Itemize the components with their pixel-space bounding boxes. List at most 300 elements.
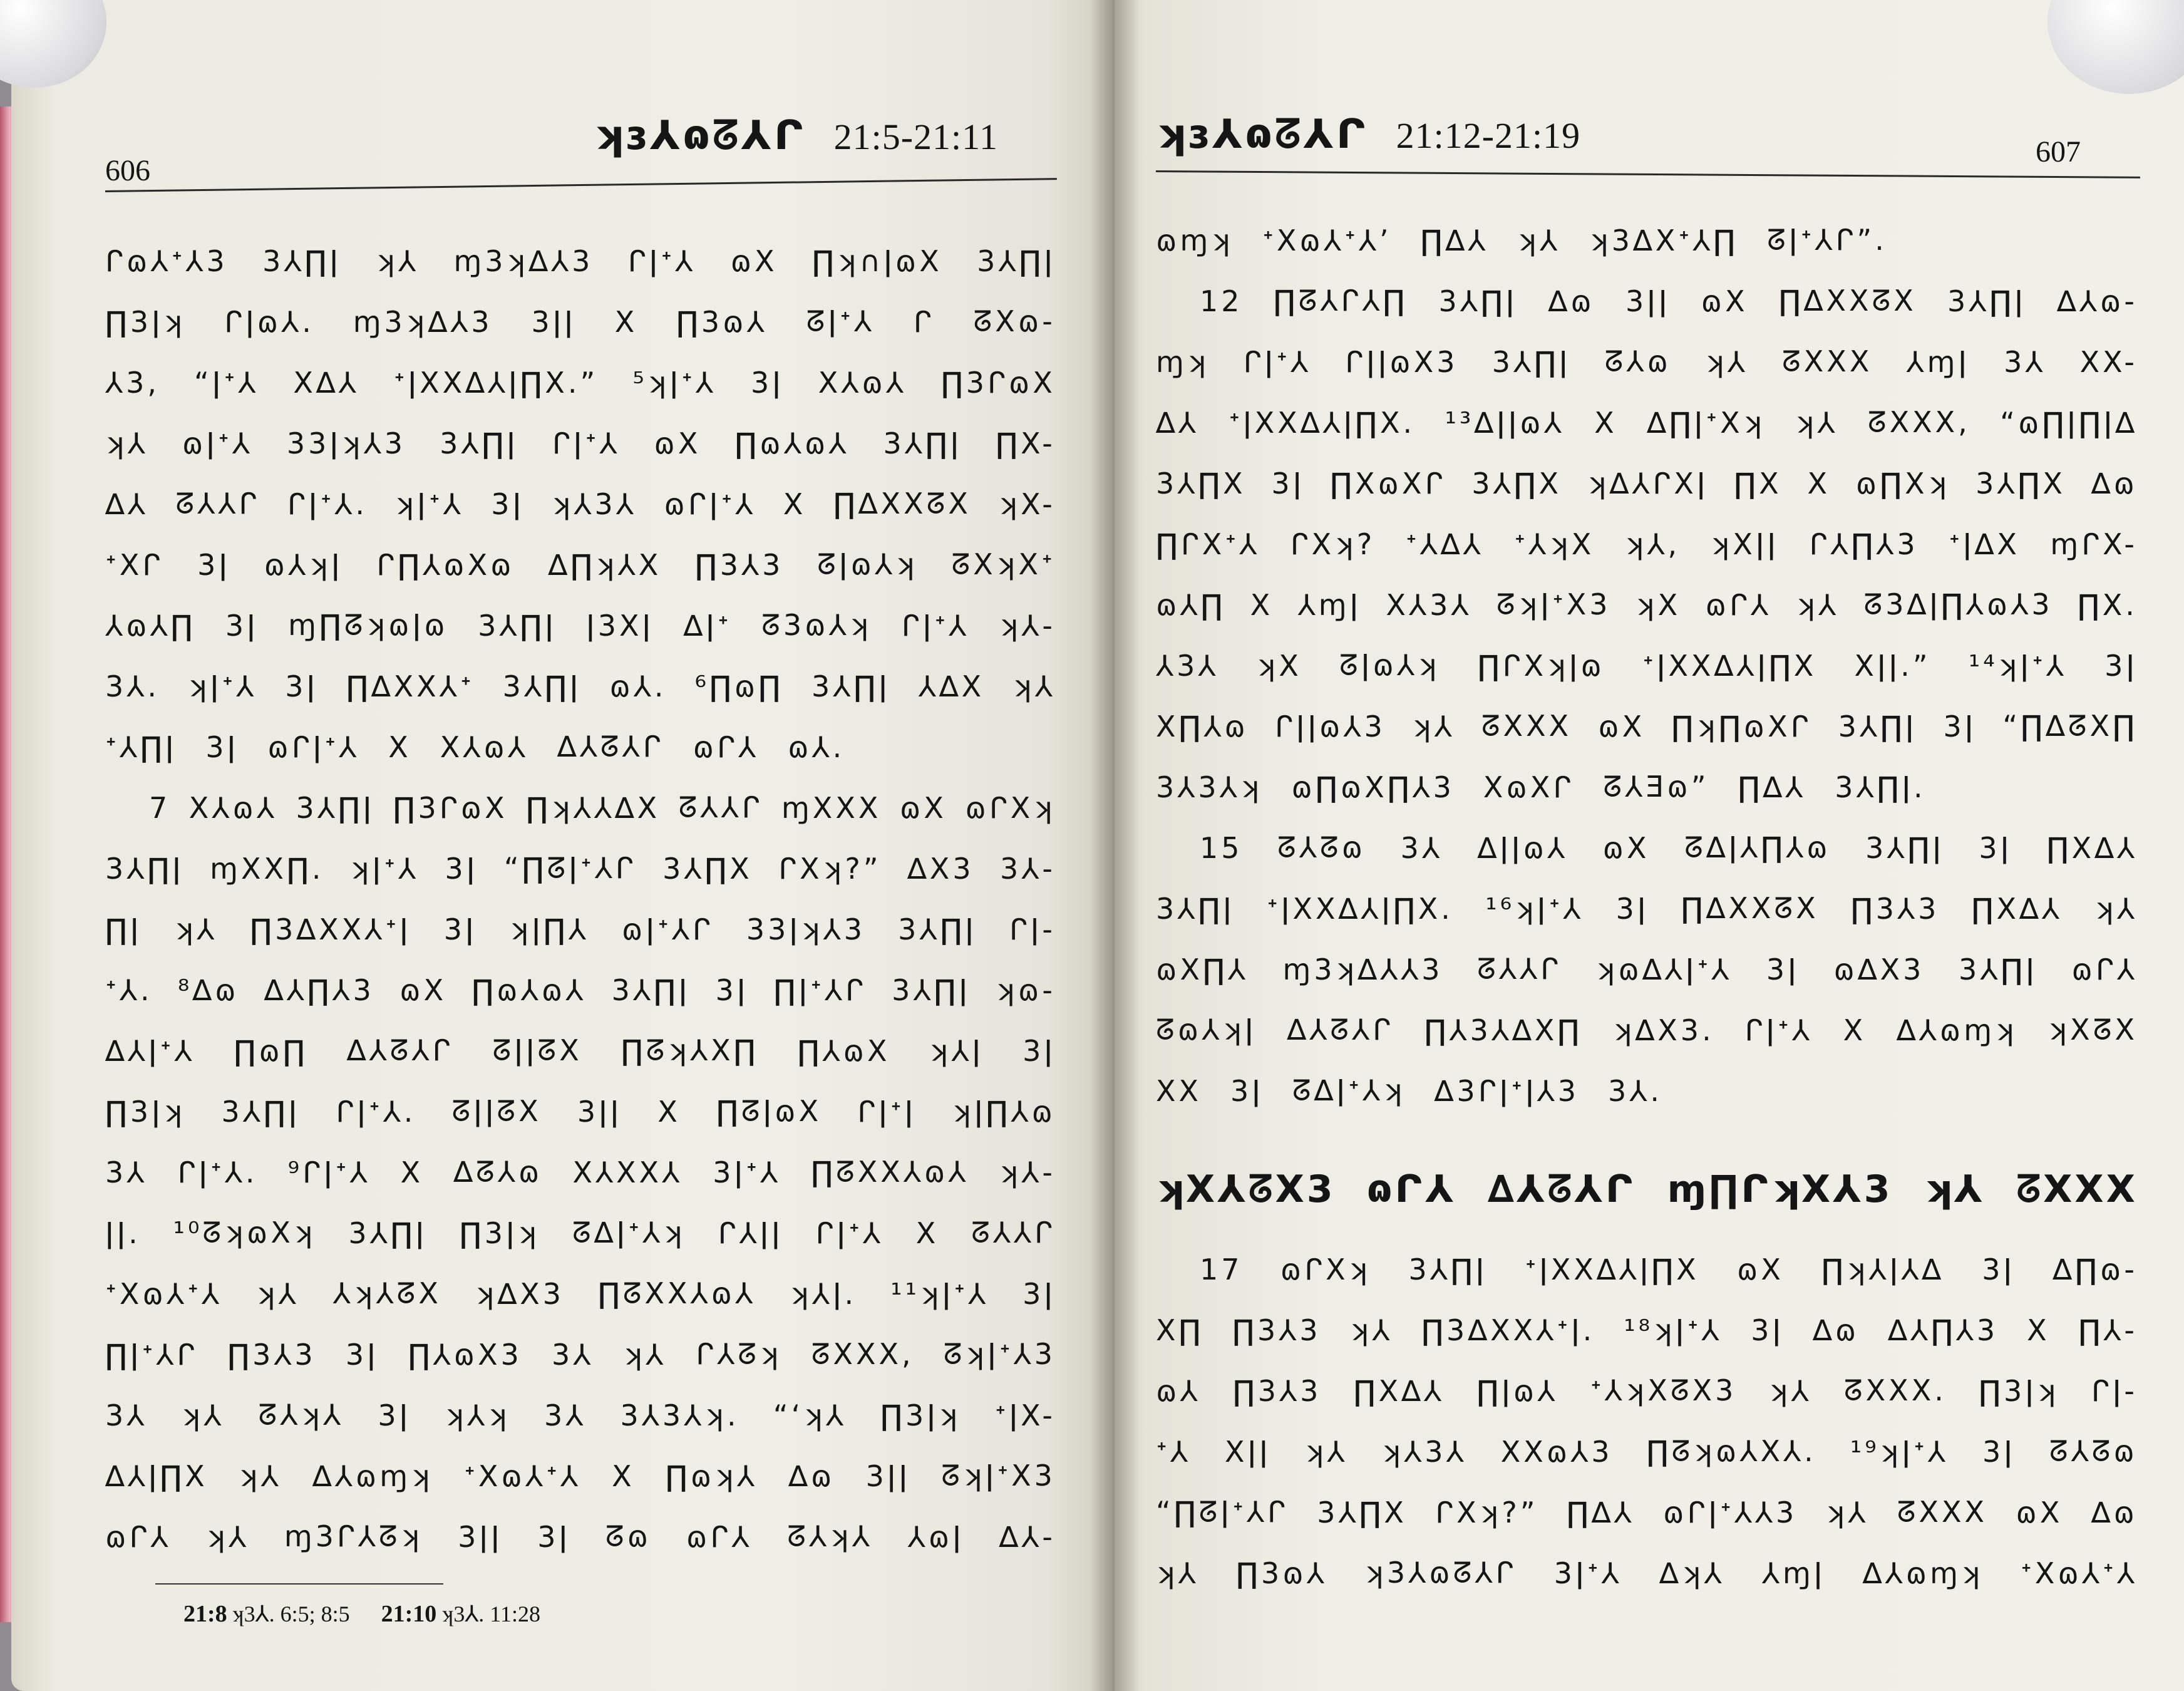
word: ∏ᒋXᐩ⅄	[1156, 527, 1260, 561]
word: 3⅄∏ǀ	[105, 851, 184, 886]
word: ɷ⅄.	[788, 730, 845, 764]
word: 12	[1200, 284, 1243, 318]
word: X⅄ɷ⅄	[188, 790, 277, 825]
word: ʞǀᐩ⅄	[394, 487, 464, 521]
word: 3⅄∏X	[1156, 466, 1246, 500]
word: ɷᒋXʞ	[1280, 1252, 1371, 1286]
word: 3⅄.	[105, 669, 160, 703]
word: ɷǀᐩ⅄	[182, 426, 253, 460]
word: ɷ⅄.	[609, 669, 667, 703]
word: ∆∏ʞ⅄X	[548, 547, 662, 582]
word: “‘ʞ⅄	[773, 1398, 847, 1432]
word: ᘔ⅄ɷ	[1604, 344, 1671, 378]
word: 3ǀǀ	[531, 304, 576, 339]
text-line	[1156, 757, 2138, 817]
word: ⅄ʞ⅄ᘔX	[332, 1276, 441, 1310]
word: ∆ɷ	[788, 1459, 835, 1493]
word: ¹⁴ʞǀᐩ⅄	[1968, 648, 2067, 683]
word: ᘔ⅄⅄ᒋ	[1477, 951, 1562, 986]
word: 3⅄∏ǀ	[440, 426, 518, 460]
word: 3ǀ	[1982, 1434, 2016, 1469]
word: ʞ⅄	[1304, 1434, 1348, 1469]
text-line	[1156, 696, 2138, 757]
word: ∏ᘔ⅄ᒋ⅄∏	[1273, 283, 1408, 318]
word: ɱ∏ᒋʞX⅄3	[1667, 1167, 1893, 1211]
text-line	[105, 716, 1056, 777]
word: ɷᒋǀᐩ⅄⅄3	[1662, 1495, 1798, 1529]
word: 3ǀǀ	[1625, 284, 1671, 318]
word: ∏ᘔʞ⅄X∏	[621, 1033, 759, 1067]
word: ʞX	[1635, 587, 1681, 622]
word: 3ǀ	[225, 608, 259, 643]
word: ɷX	[399, 973, 447, 1007]
word: ∏3⅄3	[1232, 1373, 1322, 1408]
word: X⅄ɷ⅄	[818, 365, 907, 400]
word: ᐩ⅄∆⅄	[1405, 527, 1484, 561]
word: ∆ǀǀɷ⅄	[1477, 830, 1568, 865]
word: X∆⅄	[293, 365, 359, 400]
word: ⁸∆ɷ	[177, 973, 239, 1007]
word: ɷ⅄ʞǀ	[264, 547, 343, 582]
word: ᒋXʞ?”	[1435, 1495, 1538, 1529]
word: X	[915, 1216, 939, 1250]
word: ⅄3,	[105, 365, 160, 400]
word: 3ǀǀ	[865, 1459, 911, 1493]
word: ∏3ǀʞ	[459, 1216, 540, 1250]
word: ∏ǀᐩ⅄ᒋ	[773, 973, 867, 1007]
word: 3ǀᐩ⅄	[713, 1155, 781, 1189]
word: ɷᒋ⅄	[105, 1519, 172, 1554]
word: ᒋXʞ?	[1290, 527, 1376, 561]
word: ʞ⅄	[105, 426, 148, 460]
word: 3⅄∏ǀ	[892, 973, 971, 1007]
text-line	[1156, 1300, 2138, 1360]
word: ᒋɷ⅄ᐩ⅄3	[105, 244, 228, 278]
running-head-book: ʞɜ⅄ɷᘔ⅄ᒋ	[1156, 111, 1369, 158]
word: ∆⅄ɷɱʞ	[1862, 1556, 1984, 1590]
word: ∏ɷ⅄ɷ⅄	[734, 426, 850, 460]
word: ʞ⅄,	[1624, 527, 1681, 561]
word: X	[1250, 587, 1274, 622]
word: 3ǀ	[205, 730, 239, 764]
word: ᐩ⅄∏ǀ	[105, 730, 177, 764]
word: ⁹ᒋǀᐩ⅄	[287, 1155, 371, 1189]
left-page	[11, 0, 1112, 1691]
word: ʞ⅄	[376, 244, 420, 278]
word: ᒋǀᐩ⅄	[1243, 344, 1312, 379]
word: ∏3⅄3	[227, 1337, 316, 1372]
word: ᘔ⅄Ǝɷ”	[1603, 769, 1709, 804]
text-line	[105, 1506, 1056, 1567]
word: ᒋǀᐩ⅄.	[287, 487, 368, 521]
word: ᐩXɷ⅄ᐩ⅄’	[1262, 223, 1392, 257]
word: ᐩǀX-	[994, 1398, 1056, 1432]
word: ᘔ∆ǀ⅄∏⅄ɷ	[1684, 830, 1831, 864]
word: 3ǀ	[197, 547, 230, 582]
word: ∆⅄-	[999, 1519, 1056, 1554]
word: 3⅄∏X	[1317, 1495, 1407, 1529]
word: ∏⅄ɷX3	[408, 1337, 522, 1372]
word: ɷ∆X3	[1833, 952, 1925, 986]
word: 3ǀ	[1982, 1252, 2016, 1286]
word: 3⅄	[543, 1398, 587, 1432]
word: ʞX	[1256, 648, 1302, 683]
word: ∏3ǀʞ	[105, 304, 186, 339]
word: ∏∆XXᘔX	[1681, 891, 1819, 925]
word: 33ǀʞ⅄3	[746, 912, 866, 946]
word: ∆⅄ᘔ⅄ᒋ	[346, 1033, 454, 1067]
word: ∆ʞ⅄	[1659, 1556, 1725, 1590]
running-head-range: 21:5-21:11	[833, 116, 998, 157]
word: 3⅄∏ǀ	[221, 1094, 301, 1129]
word: ᘔXXX.	[1843, 1373, 1947, 1407]
word: ɷᒋ⅄	[693, 730, 760, 764]
running-head-range: 21:12-21:19	[1396, 115, 1581, 156]
word: ∏3⅄3	[1850, 891, 1940, 926]
word: X⅄XX⅄	[572, 1155, 683, 1189]
word: 3ǀ	[1751, 1313, 1785, 1347]
word: ∏3⅄3	[694, 547, 784, 582]
word: 3ǀǀ	[577, 1094, 622, 1129]
word: 3⅄	[551, 1337, 594, 1372]
word: ∏ʞ⅄⅄∆X	[526, 790, 661, 825]
word: ᘔXXX	[1481, 708, 1572, 743]
word: ⅄ɱǀ	[1761, 1556, 1826, 1590]
word: ᒋǀǀɷ⅄3	[1275, 709, 1386, 743]
word: ᒋǀᐩ⅄	[552, 426, 621, 460]
word: ∏3⅄3	[1232, 1313, 1321, 1347]
word: ᘔ3ɷ⅄ʞ	[761, 608, 872, 642]
word: ∏X-	[996, 426, 1056, 460]
word: ᐩǀXX∆⅄ǀ∏X	[1642, 648, 1817, 683]
text-line	[105, 1445, 1056, 1506]
word: ∆ɷ	[1548, 284, 1595, 318]
word: ɷɱʞ	[1156, 223, 1234, 257]
word: ∏3ᒋɷX	[940, 365, 1056, 400]
word: ¹¹ʞǀᐩ⅄	[890, 1276, 989, 1311]
word: X	[1594, 405, 1617, 440]
word: ∏ᒋXʞǀɷ	[1477, 648, 1605, 683]
word: 3ǀ	[443, 912, 477, 946]
word: ʞ⅄	[1411, 709, 1455, 743]
word: ᐩXɷ⅄ᐩ⅄	[2020, 1556, 2138, 1590]
word: 3⅄∏ǀ	[502, 669, 582, 703]
word: ᐩ⅄ʞXᘔX3	[1590, 1373, 1737, 1407]
word: ᒋ∏⅄ɷXɷ	[376, 547, 515, 582]
word: ⅄∆X	[918, 669, 985, 703]
word: 3⅄∏ǀ	[1438, 284, 1518, 318]
word: ∆ɷ	[2091, 1495, 2138, 1529]
word: ʞX-	[998, 487, 1056, 521]
word: 3⅄∏ǀ	[1408, 1252, 1488, 1286]
text-line	[105, 230, 1056, 291]
word: ᘔXXX,	[1867, 405, 1970, 439]
running-head-left	[594, 113, 998, 159]
word: ∆⅄	[1156, 405, 1199, 440]
word: ɷX∏⅄	[1156, 952, 1249, 986]
word: ᐩǀXX∆⅄ǀ∏X.	[1267, 891, 1453, 926]
text-line	[1156, 514, 2138, 574]
text-line	[105, 291, 1056, 352]
word: ʞXᘔX	[2048, 1012, 2138, 1047]
word: ∏3ɷ⅄	[1236, 1556, 1327, 1590]
text-line	[1156, 453, 2138, 514]
word: ɷX	[899, 790, 947, 825]
word: ʞ⅄-	[999, 608, 1056, 643]
word: XɷXᒋ	[1483, 770, 1575, 804]
text-line	[105, 473, 1056, 534]
word: 33ǀʞ⅄3	[286, 426, 406, 460]
word: 3⅄∏ǀ	[1838, 709, 1917, 743]
word: ɷᒋXʞ	[965, 790, 1056, 825]
word: ᒋǀᐩ⅄	[627, 244, 696, 278]
word: 3ǀ	[1022, 1033, 1056, 1068]
text-line	[105, 1020, 1056, 1081]
word: ⁵ʞǀᐩ⅄	[632, 365, 717, 400]
word: ᘔ3∆ǀ∏⅄ɷ⅄3	[1863, 587, 2053, 621]
word: ᐩ⅄	[1156, 1434, 1191, 1469]
word: ∏ᘔXX⅄ɷ⅄	[811, 1154, 969, 1189]
word: ᘔXXX	[2016, 1167, 2138, 1211]
word: ∆⅄ɷɱʞ	[1896, 1013, 2017, 1047]
text-line	[1156, 574, 2138, 635]
word: X	[400, 1155, 424, 1189]
word: ∏X	[1734, 466, 1782, 500]
text-line	[1156, 817, 2138, 878]
word: ʞ⅄3⅄	[551, 487, 637, 521]
word: ᒋǀᐩ⅄	[901, 608, 970, 643]
word: 3⅄∏ǀ	[478, 608, 557, 643]
word: ∏3∆XX⅄ᐩǀ	[250, 912, 411, 946]
word: ∏3ǀʞ	[880, 1398, 961, 1432]
word: ʞ⅄	[1796, 587, 1840, 622]
text-line	[105, 777, 1056, 838]
text-line	[105, 595, 1056, 656]
word: ᐩ⅄.	[105, 973, 153, 1007]
word: ∆⅄ǀᐩ⅄	[105, 1033, 195, 1068]
word: ∏3ǀʞ	[105, 1094, 186, 1129]
word: ʞɷ∆⅄ǀᐩ⅄	[1595, 952, 1733, 986]
text-line	[105, 534, 1056, 595]
word: ᘔǀǀᘔX	[451, 1094, 542, 1128]
text-line	[1156, 271, 2138, 331]
running-head-right	[1156, 111, 1580, 158]
word: ∆⅄ǀ∏X	[105, 1459, 208, 1493]
word: ∆⅄ɷɱʞ	[312, 1459, 433, 1493]
text-line	[1156, 392, 2138, 453]
word: ∏XɷXᒋ	[1330, 466, 1446, 500]
word: ∏ɷ∏	[234, 1033, 308, 1068]
word: 3⅄	[2004, 344, 2046, 379]
word: ¹³∆ǀǀɷ⅄	[1445, 405, 1565, 440]
word: 3ǀ	[1766, 952, 1800, 986]
word: ᘔ∆ǀᐩ⅄ʞ	[1292, 1073, 1406, 1107]
word: ᐩǀ∆X	[1949, 527, 2020, 561]
word: ᐩǀXX∆⅄ǀ∏X	[1525, 1252, 1699, 1286]
word: 3ǀ	[1230, 1073, 1264, 1108]
word: ⅄ɷǀ	[907, 1519, 964, 1554]
word: X	[388, 730, 411, 764]
word: 3ǀ	[715, 973, 749, 1007]
word: ᘔ⅄ʞ⅄	[787, 1519, 873, 1553]
word: ∆X3	[907, 851, 974, 886]
word: ∏ʞ⅄ǀ⅄∆	[1821, 1252, 1945, 1286]
text-line	[1156, 1360, 2138, 1421]
word: XX	[1156, 1073, 1202, 1108]
word: ǀ3Xǀ	[586, 608, 654, 643]
word: ʞ⅄	[1012, 669, 1056, 703]
word: 3ǀ	[2104, 648, 2138, 683]
word: 3⅄-	[1000, 851, 1056, 886]
word: 3ǀǀ	[458, 1519, 503, 1554]
word: X	[657, 1094, 681, 1129]
word: ʞ⅄ǀ.	[790, 1276, 857, 1311]
word: 3ǀ	[1943, 709, 1977, 743]
word: ∏∆XXᘔX	[833, 486, 971, 520]
word: ∏3ᒋɷX	[393, 790, 508, 825]
word: 7	[149, 790, 171, 825]
word: ᒋǀ-	[1009, 912, 1056, 946]
text-line	[105, 959, 1056, 1020]
word: ∏⅄-	[2078, 1313, 2138, 1347]
text-line	[105, 899, 1056, 959]
text-line	[105, 1081, 1056, 1142]
word: ∏∆XX⅄ᐩ	[346, 669, 475, 703]
word: ᘔXʞXᐩ	[951, 547, 1056, 581]
word: 3⅄	[1400, 830, 1443, 865]
word: 3⅄	[105, 1398, 148, 1432]
word: 3⅄∏ǀ	[883, 426, 962, 460]
word: ᒋǀᐩ⅄	[1744, 1013, 1813, 1047]
word: ʞ⅄	[181, 1398, 225, 1432]
word: ᘔǀǀᘔX	[492, 1033, 582, 1067]
text-line	[1156, 1543, 2138, 1603]
word: ∏∆⅄	[1566, 1495, 1635, 1529]
word: ᘔ⅄ᘔɷ	[2049, 1434, 2138, 1468]
word: ʞ⅄3⅄	[1381, 1434, 1467, 1469]
word: 3⅄∏ǀ	[1959, 952, 2037, 986]
word: ∏3ɷ⅄	[676, 304, 768, 339]
word: ʞXǀǀ	[1710, 527, 1779, 561]
word: 3⅄∏X	[1975, 466, 2066, 500]
word: ʞ∆X3.	[1612, 1013, 1714, 1047]
word: ʞ⅄	[1517, 223, 1561, 257]
word: ɱʞ	[1156, 344, 1210, 379]
word: 3ǀᐩ⅄	[1553, 1556, 1622, 1590]
word: X⅄3⅄	[1386, 587, 1472, 622]
word: ɱᒋX-	[2050, 527, 2138, 561]
word: ∏X∆⅄	[1971, 891, 2063, 926]
word: ∏3ǀʞ	[1979, 1373, 2059, 1408]
footnote-ref: 21:8	[183, 1601, 227, 1627]
word: ∏⅄3⅄∆X∏	[1424, 1013, 1583, 1047]
word: ɷX	[1701, 284, 1748, 318]
footnote-text: ʞ3⅄. 6:5; 8:5	[232, 1601, 350, 1626]
word: ᘔ⅄⅄ᒋ	[175, 486, 260, 520]
word: ɷX	[654, 426, 701, 460]
word: 3⅄3⅄ʞ.	[620, 1398, 739, 1432]
word: ɷᒋ⅄	[2071, 952, 2138, 986]
text-line	[1156, 635, 2138, 696]
word: 3⅄∏ǀ	[811, 669, 890, 703]
word: ɷX	[2016, 1495, 2063, 1529]
word: ᒋǀɷ⅄.	[224, 304, 314, 339]
word: ∏ǀɷ⅄	[1476, 1373, 1558, 1408]
word: X∏	[1156, 1313, 1204, 1347]
word: “∏ᘔǀᐩ⅄ᒋ	[503, 851, 637, 885]
page-number-right: 607	[2036, 135, 2081, 168]
word: ɷᒋ⅄	[1705, 587, 1771, 622]
word: ᘔʞǀᐩX3	[941, 1458, 1056, 1492]
word: ʞ∆X3	[475, 1276, 564, 1311]
footnote-rule	[155, 1583, 443, 1585]
text-line	[1156, 1239, 2138, 1300]
word: ɷX	[1602, 830, 1650, 865]
word: “∏ᘔǀᐩ⅄ᒋ	[1156, 1494, 1289, 1529]
text-line	[1156, 1421, 2138, 1482]
word: ɱXXX	[781, 790, 882, 825]
word: ɷ⅄	[1156, 1373, 1201, 1408]
word: ∆3ᒋǀᐩǀ⅄3	[1434, 1073, 1580, 1108]
word: ᘔ⅄⅄ᒋ	[971, 1215, 1056, 1249]
word: ɷᒋǀᐩ⅄	[267, 730, 360, 764]
word: ⅄3⅄	[1156, 648, 1219, 683]
text-line	[1156, 210, 2138, 271]
text-line	[105, 352, 1056, 413]
word: ∏∆⅄	[1420, 223, 1489, 257]
word: ʞǀ∏⅄	[509, 912, 589, 946]
word: ɷX	[730, 244, 778, 278]
word: ᐩXɷ⅄ᐩ⅄	[463, 1459, 581, 1493]
word: ᒋǀᐩǀ	[857, 1094, 917, 1129]
word: 3ǀ	[1271, 466, 1305, 500]
word: ∏ɷ⅄ɷ⅄	[471, 973, 587, 1007]
word: 3⅄∏ǀ	[1156, 891, 1235, 926]
word: 3ǀ	[345, 1337, 379, 1372]
word: ɱ3ʞ∆⅄3	[453, 244, 594, 278]
word: 17	[1200, 1252, 1243, 1286]
word: ʞ⅄	[255, 1276, 299, 1311]
word: ∏X.	[2077, 587, 2138, 622]
word: ∆ǀᐩ	[683, 608, 732, 643]
word: ᐩXɷ⅄ᐩ⅄	[105, 1276, 223, 1311]
text-line	[1156, 939, 2138, 1000]
word: 3⅄3⅄ʞ	[1156, 770, 1263, 804]
word: ᒋǀ-	[2091, 1373, 2138, 1408]
word: ᐩ⅄ʞX	[1514, 527, 1595, 561]
word: ʞ∆⅄ᒋXǀ	[1587, 466, 1709, 500]
word: ∏∆⅄	[1738, 770, 1806, 804]
word: ∏⅄ɷX	[797, 1033, 890, 1068]
text-line	[105, 1263, 1056, 1324]
word: ∏X∆⅄	[1353, 1373, 1445, 1408]
word: ǀǀ.	[105, 1216, 141, 1250]
word: ∆ɷ	[1812, 1313, 1860, 1347]
word: ʞǀᐩ⅄	[187, 669, 257, 703]
word: ᘔʞǀᐩ⅄3	[943, 1337, 1056, 1371]
word: ∆∏ɷ-	[2053, 1252, 2138, 1286]
word: 3⅄∏ǀ	[296, 790, 375, 825]
header-rule-right	[1156, 170, 2140, 178]
word: “ɷ∏ǀ∏ǀ∆	[2000, 405, 2138, 440]
word: ⅄ɱǀ	[1297, 587, 1362, 622]
word: 3⅄∏ǀ	[262, 244, 341, 278]
word: ¹⁰ᘔʞɷXʞ	[173, 1215, 316, 1249]
word: 3ǀ	[1022, 1276, 1056, 1311]
word: 3⅄.	[1608, 1073, 1663, 1108]
word: ∏ɷʞ⅄	[665, 1459, 758, 1493]
word: ʞǀ∏⅄ɷ	[952, 1094, 1056, 1129]
